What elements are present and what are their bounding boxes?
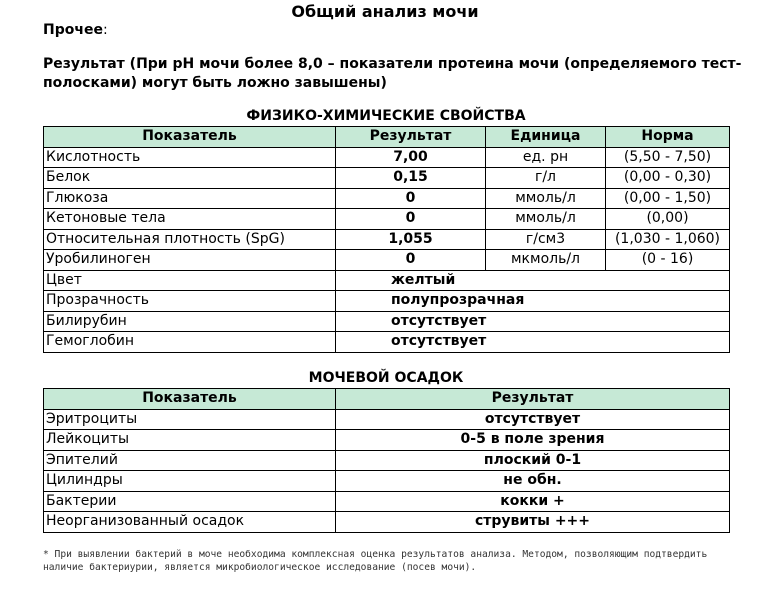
table-row xyxy=(44,147,730,168)
indicator-unit: ммоль/л xyxy=(486,188,606,209)
header-unit: Единица xyxy=(486,127,606,148)
sediment-result: 0-5 в поле зрения xyxy=(336,430,730,451)
table-row xyxy=(44,409,730,430)
sediment-name: Цилиндры xyxy=(44,471,336,492)
indicator-result: 0 xyxy=(336,209,486,230)
indicator-norm: (0,00 - 1,50) xyxy=(606,188,730,209)
sediment-name: Лейкоциты xyxy=(44,430,336,451)
indicator-norm: (0 - 16) xyxy=(606,250,730,271)
indicator-name: Кислотность xyxy=(44,147,336,168)
sediment-result: не обн. xyxy=(336,471,730,492)
physico-chemical-table xyxy=(43,126,730,353)
indicator-result: 0 xyxy=(336,250,486,271)
table-row xyxy=(44,229,730,250)
indicator-name: Глюкоза xyxy=(44,188,336,209)
indicator-unit: г/л xyxy=(486,168,606,189)
table-row xyxy=(44,168,730,189)
sediment-table xyxy=(43,388,730,533)
indicator-result: желтый xyxy=(336,270,730,291)
sediment-result: кокки + xyxy=(336,491,730,512)
indicator-name: Относительная плотность (SpG) xyxy=(44,229,336,250)
sediment-name: Бактерии xyxy=(44,491,336,512)
misc-label-colon: : xyxy=(102,22,108,38)
sediment-result: струвиты +++ xyxy=(336,512,730,533)
indicator-name: Уробилиноген xyxy=(44,250,336,271)
table-row xyxy=(44,332,730,353)
table-row xyxy=(44,250,730,271)
document-title: Общий анализ мочи xyxy=(291,2,479,21)
table-header-row xyxy=(44,389,730,410)
sediment-name: Эпителий xyxy=(44,450,336,471)
indicator-unit: ммоль/л xyxy=(486,209,606,230)
indicator-norm: (0,00 - 0,30) xyxy=(606,168,730,189)
indicator-result: 1,055 xyxy=(336,229,486,250)
sediment-result: плоский 0-1 xyxy=(336,450,730,471)
indicator-result: отсутствует xyxy=(336,332,730,353)
table-row xyxy=(44,270,730,291)
table-row xyxy=(44,188,730,209)
indicator-result: 0 xyxy=(336,188,486,209)
sediment-result: отсутствует xyxy=(336,409,730,430)
table-row xyxy=(44,471,730,492)
indicator-norm: (1,030 - 1,060) xyxy=(606,229,730,250)
indicator-name: Цвет xyxy=(44,270,336,291)
indicator-result: 0,15 xyxy=(336,168,486,189)
header-norm: Норма xyxy=(606,127,730,148)
indicator-result: 7,00 xyxy=(336,147,486,168)
table-row xyxy=(44,450,730,471)
indicator-result: отсутствует xyxy=(336,311,730,332)
table-header-row xyxy=(44,127,730,148)
header-indicator: Показатель xyxy=(44,127,336,148)
footnote: * При выявлении бактерий в моче необходима комплексная оценка результатов анализа. Методом, позволяющим подтвердить наличие бактериурии, является микробиологическое исследование (посев мочи). xyxy=(43,549,708,573)
indicator-name: Гемоглобин xyxy=(44,332,336,353)
misc-label xyxy=(43,22,108,38)
table-row xyxy=(44,291,730,312)
indicator-result: полупрозрачная xyxy=(336,291,730,312)
result-note: Результат (При pH мочи более 8,0 – показатели протеина мочи (определяемого тест-полосками) могут быть ложно завышены) xyxy=(43,56,742,91)
header-result: Результат xyxy=(336,127,486,148)
indicator-name: Прозрачность xyxy=(44,291,336,312)
table-row xyxy=(44,311,730,332)
header-indicator: Показатель xyxy=(44,389,336,410)
sediment-title: МОЧЕВОЙ ОСАДОК xyxy=(308,370,464,386)
sediment-name: Неорганизованный осадок xyxy=(44,512,336,533)
indicator-norm: (0,00) xyxy=(606,209,730,230)
indicator-name: Билирубин xyxy=(44,311,336,332)
indicator-norm: (5,50 - 7,50) xyxy=(606,147,730,168)
indicator-name: Белок xyxy=(44,168,336,189)
table-row xyxy=(44,209,730,230)
indicator-unit: мкмоль/л xyxy=(486,250,606,271)
header-result: Результат xyxy=(336,389,730,410)
physico-chemical-title: ФИЗИКО-ХИМИЧЕСКИЕ СВОЙСТВА xyxy=(246,108,526,124)
table-row xyxy=(44,512,730,533)
table-row xyxy=(44,430,730,451)
table-row xyxy=(44,491,730,512)
misc-label-text: Прочее xyxy=(43,22,103,38)
indicator-unit: г/см3 xyxy=(486,229,606,250)
sediment-name: Эритроциты xyxy=(44,409,336,430)
indicator-unit: ед. рн xyxy=(486,147,606,168)
indicator-name: Кетоновые тела xyxy=(44,209,336,230)
